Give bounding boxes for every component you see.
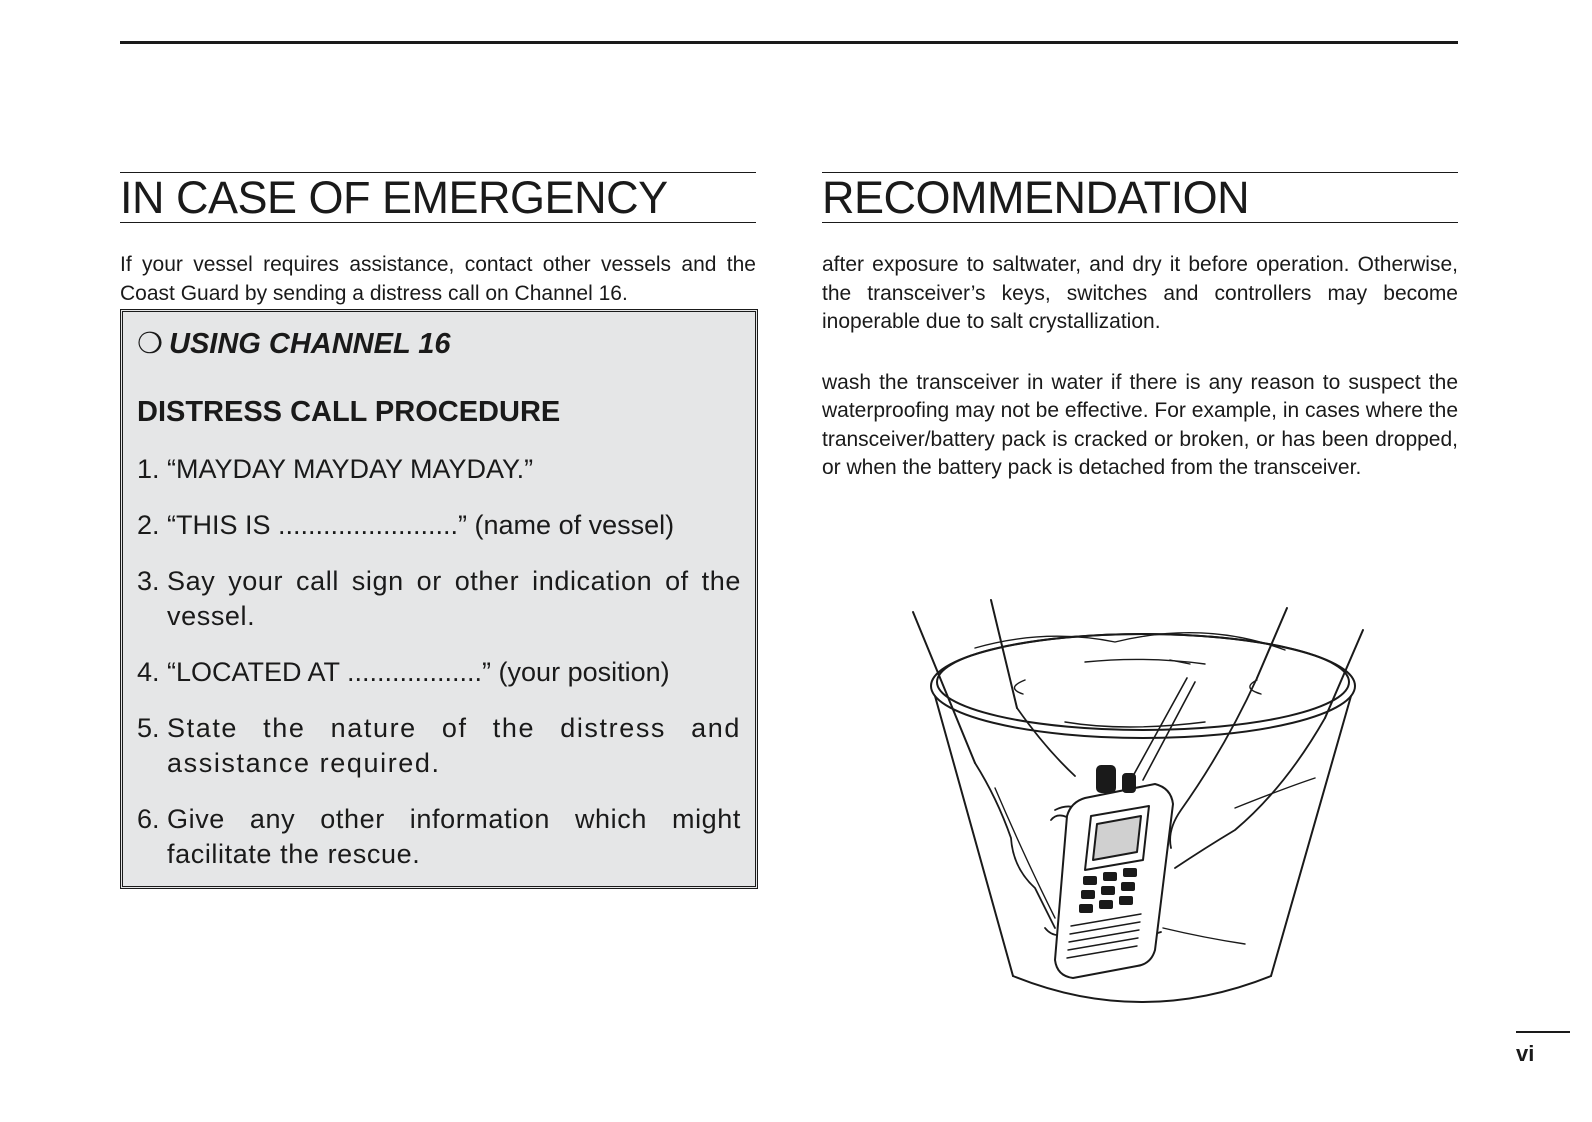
box-title bbox=[137, 326, 741, 362]
transceiver-icon bbox=[1055, 766, 1173, 978]
page-number-rule bbox=[1516, 1031, 1570, 1033]
recommendation-paragraph-1: after exposure to saltwater, and dry it before operation. Otherwise, the transceiver’s keys, switches and controllers may become inoperable due to salt crystallization. bbox=[822, 253, 1458, 333]
step-text: “LOCATED AT ..................” (your position) bbox=[167, 657, 670, 687]
recommendation-paragraph-2: wash the transceiver in water if there is any reason to suspect the waterproofing may not be effective. For example, in cases where the transceiver/battery pack is cracked or broken, or has been dropped, or when the battery pack is detached from the transceiver. bbox=[822, 370, 1458, 479]
step-number: 3. bbox=[137, 566, 160, 596]
box-subtitle: DISTRESS CALL PROCEDURE bbox=[137, 396, 561, 428]
step-number: 2. bbox=[137, 510, 160, 540]
left-arm-icon bbox=[913, 600, 1017, 763]
step-text: Give any other information which might facilitate the rescue. bbox=[167, 804, 741, 869]
header-rule bbox=[120, 41, 1458, 44]
step-text: “THIS IS ........................” (name of vessel) bbox=[167, 510, 675, 540]
page-number: vi bbox=[1516, 1041, 1535, 1066]
step-number: 6. bbox=[137, 804, 160, 834]
step-text: “MAYDAY MAYDAY MAYDAY.” bbox=[167, 454, 534, 484]
box-title-text: USING CHANNEL 16 bbox=[169, 328, 451, 360]
distress-step bbox=[137, 711, 741, 781]
distress-step bbox=[137, 452, 741, 487]
circle-bullet-icon: ❍ bbox=[137, 328, 163, 360]
bucket-washing-illustration bbox=[905, 598, 1375, 1016]
distress-step bbox=[137, 564, 741, 634]
emergency-intro: If your vessel requires assistance, contact other vessels and the Coast Guard by sending a distress call on Channel 16. bbox=[120, 253, 756, 305]
distress-procedure-box bbox=[120, 309, 758, 889]
recommendation-section bbox=[822, 172, 1458, 483]
recommendation-heading: RECOMMENDATION bbox=[822, 172, 1458, 223]
step-number: 5. bbox=[137, 713, 160, 743]
step-text: Say your call sign or other indication of the vessel. bbox=[167, 566, 741, 631]
distress-step bbox=[137, 655, 741, 690]
step-text: State the nature of the distress and assistance required. bbox=[167, 713, 741, 778]
step-number: 4. bbox=[137, 657, 160, 687]
emergency-heading: IN CASE OF EMERGENCY bbox=[120, 172, 756, 223]
emergency-section bbox=[120, 172, 756, 889]
right-arm-icon bbox=[1257, 608, 1363, 718]
distress-step bbox=[137, 508, 741, 543]
step-number: 1. bbox=[137, 454, 160, 484]
distress-steps-list bbox=[137, 452, 741, 872]
distress-step bbox=[137, 802, 741, 872]
